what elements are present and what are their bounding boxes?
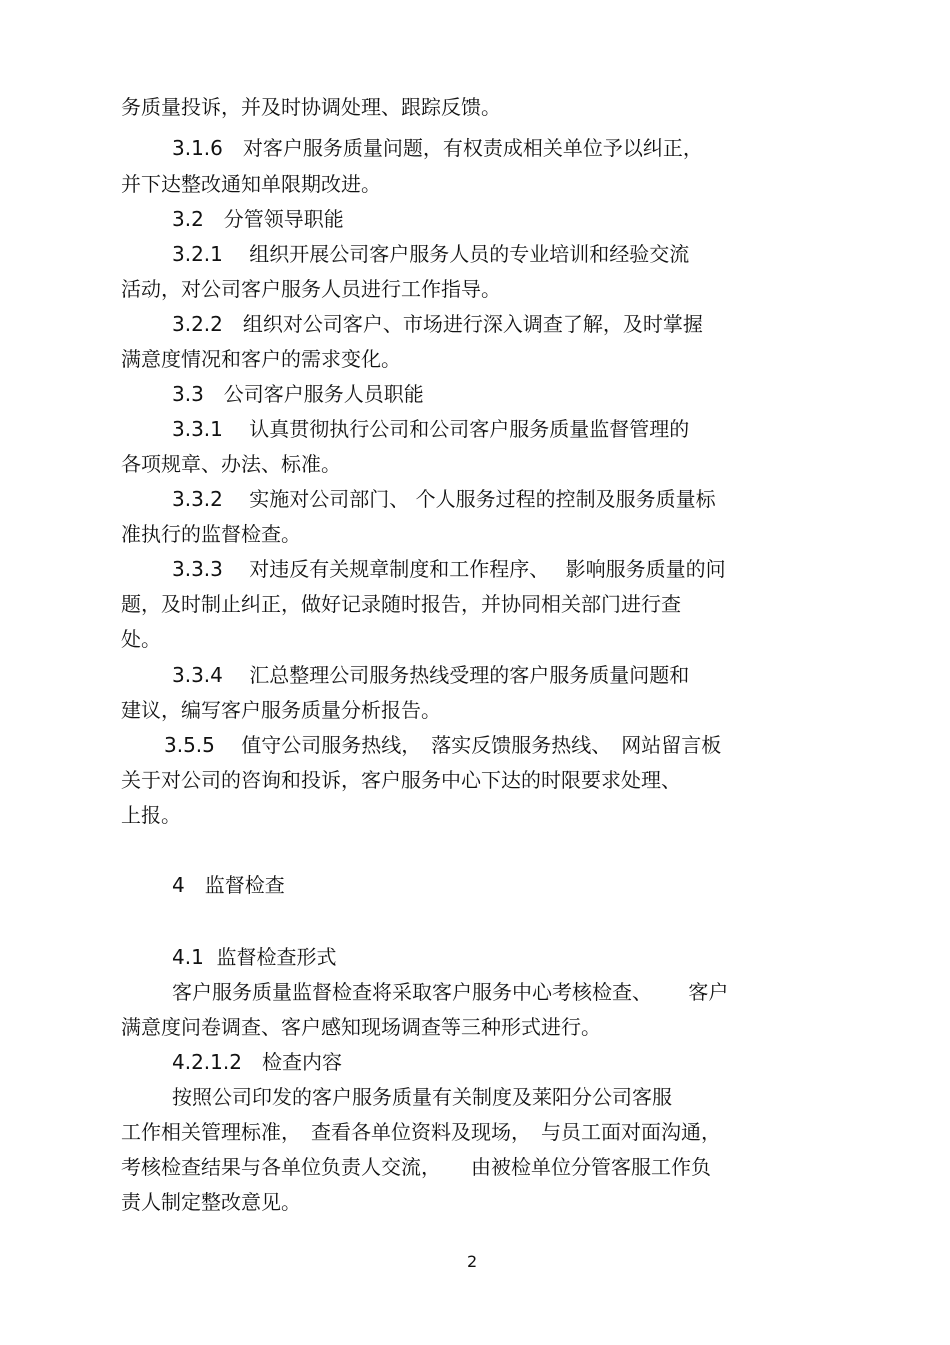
text-line: 满意度情况和客户的需求变化。 (121, 347, 401, 371)
section-heading: 3.3 公司客户服务人员职能 (172, 382, 424, 406)
text-line: 上报。 (121, 803, 181, 827)
section-heading: 4.1 监督检查形式 (172, 945, 337, 969)
text-line: 责人制定整改意见。 (121, 1190, 301, 1214)
text-line: 建议，编写客户服务质量分析报告。 (121, 698, 441, 722)
section-heading: 4 监督检查 (172, 873, 285, 897)
text-line: 工作相关管理标准， 查看各单位资料及现场， 与员工面对面沟通， (121, 1120, 721, 1144)
text-line: 3.3.4 汇总整理公司服务热线受理的客户服务质量问题和 (172, 663, 690, 687)
text-line: 各项规章、办法、标准。 (121, 452, 341, 476)
text-line: 按照公司印发的客户服务质量有关制度及莱阳分公司客服 (172, 1085, 672, 1109)
text-line: 3.3.2 实施对公司部门、 个人服务过程的控制及服务质量标 (172, 487, 716, 511)
text-line: 题，及时制止纠正，做好记录随时报告，并协同相关部门进行查 (121, 592, 681, 616)
text-line: 3.2.1 组织开展公司客户服务人员的专业培训和经验交流 (172, 242, 690, 266)
text-line: 准执行的监督检查。 (121, 522, 301, 546)
page-number: 2 (467, 1252, 478, 1271)
text-line: 3.5.5 值守公司服务热线， 落实反馈服务热线、 网站留言板 (164, 733, 722, 757)
text-line: 3.2.2 组织对公司客户、市场进行深入调查了解，及时掌握 (172, 312, 703, 336)
section-heading: 3.2 分管领导职能 (172, 207, 344, 231)
text-line: 活动，对公司客户服务人员进行工作指导。 (121, 277, 501, 301)
section-heading: 4.2.1.2 检查内容 (172, 1050, 342, 1074)
text-line: 3.3.1 认真贯彻执行公司和公司客户服务质量监督管理的 (172, 417, 690, 441)
text-line: 客户服务质量监督检查将采取客户服务中心考核检查、 客户 (172, 980, 729, 1004)
text-line: 务质量投诉，并及时协调处理、跟踪反馈。 (121, 95, 501, 119)
text-line: 处。 (121, 627, 161, 651)
text-line: 3.1.6 对客户服务质量问题，有权责成相关单位予以纠正， (172, 136, 703, 160)
text-line: 并下达整改通知单限期改进。 (121, 172, 381, 196)
text-line: 考核检查结果与各单位负责人交流， 由被检单位分管客服工作负 (121, 1155, 711, 1179)
text-line: 关于对公司的咨询和投诉，客户服务中心下达的时限要求处理、 (121, 768, 681, 792)
text-line: 满意度问卷调查、客户感知现场调查等三种形式进行。 (121, 1015, 601, 1039)
text-line: 3.3.3 对违反有关规章制度和工作程序、 影响服务质量的问 (172, 557, 726, 581)
